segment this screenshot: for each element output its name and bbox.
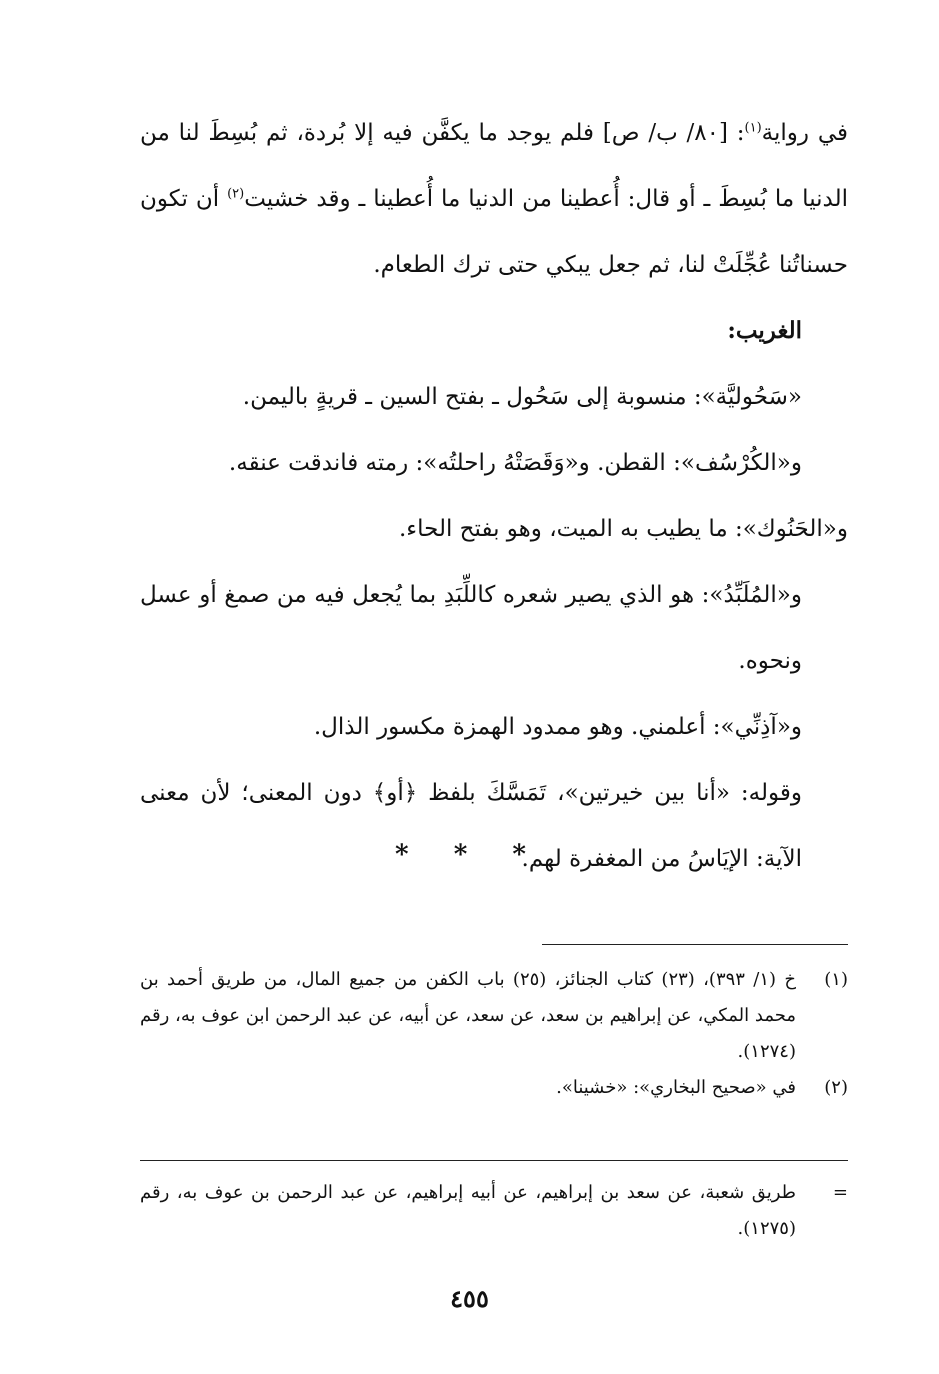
- footnote-number: (١): [824, 969, 848, 990]
- section-separator: * * *: [395, 840, 544, 870]
- narration-text-end: أن تكون حسناتُنا عُجِّلَتْ لنا، ثم جعل يبكي حتى ترك الطعام.: [140, 186, 848, 278]
- footnote-text: خ (١/ ٣٩٣)، (٢٣) كتاب الجنائز، (٢٥) باب الكفن من جميع المال، من طريق أحمد بن محمد المكي، عن إبراهيم بن سعد، عن سعد، عن أبيه، عن عبد الرحمن ابن عوف به، رقم (١٢٧٤).: [140, 969, 796, 1062]
- section-heading: الغريب:: [727, 317, 802, 344]
- footnote-1: [140, 962, 848, 1070]
- footnote-continuation: [140, 1175, 848, 1247]
- footnotes: [140, 962, 848, 1106]
- gloss-line-mulabbid: و«المُلَبِّدُ»: هو الذي يصير شعره كاللِّبَدِ بما يُجعل فيه من صمغ أو عسل ونحوه.: [140, 582, 802, 674]
- paragraph-hadith-narration: [140, 100, 848, 298]
- page-number: ٤٥٥: [450, 1284, 489, 1313]
- main-text: [140, 100, 848, 892]
- gloss-line-hanuk: و«الحَنُوك»: ما يطيب به الميت، وهو بفتح الحاء.: [398, 516, 848, 542]
- continued-footnote: [140, 1175, 848, 1247]
- gloss-line-kursuf: و«الكُرْسُف»: القطن. و«وَقَصَتْهُ راحلتُه»: رمته فاندقت عنقه.: [228, 450, 802, 476]
- footnote-text: في «صحيح البخاري»: «خشينا».: [556, 1077, 796, 1098]
- continuation-marker: =: [832, 1182, 848, 1203]
- footnote-divider: [542, 944, 848, 945]
- gloss-line-sahuliyya: «سَحُوليَّة»: منسوبة إلى سَحُول ـ بفتح السين ـ قريةٍ باليمن.: [242, 384, 802, 410]
- continuation-divider: [140, 1160, 848, 1161]
- gloss-line-khiyaratayn: وقوله: «أنا بين خيرتين»، تَمَسَّكَ بلفظ ﴿أو﴾ دون المعنى؛ لأن معنى الآية: الإيَاسُ من المغفرة لهم.: [140, 780, 802, 872]
- footnote-2: [140, 1070, 848, 1106]
- footnote-ref-2[interactable]: (٢): [227, 186, 245, 202]
- footnote-number: (٢): [824, 1077, 848, 1098]
- narration-text-start: في رواية: [761, 120, 848, 146]
- continuation-text: طريق شعبة، عن سعد بن إبراهيم، عن أبيه إبراهيم، عن عبد الرحمن بن عوف به، رقم (١٢٧٥).: [140, 1182, 796, 1239]
- gloss-line-adhinni: و«آذِنِّي»: أعلمني. وهو ممدود الهمزة مكسور الذال.: [313, 714, 802, 740]
- narration-text-middle: : [٨٠/ ب/ ص] فلم يوجد ما يكفَّن فيه إلا بُردة، ثم بُسِطَ لنا من الدنيا ما بُسِطَ ـ أو قال: أُعطينا من الدنيا ما أُعطينا ـ وقد خشيت: [140, 120, 849, 212]
- footnote-ref-1[interactable]: (١): [744, 120, 762, 136]
